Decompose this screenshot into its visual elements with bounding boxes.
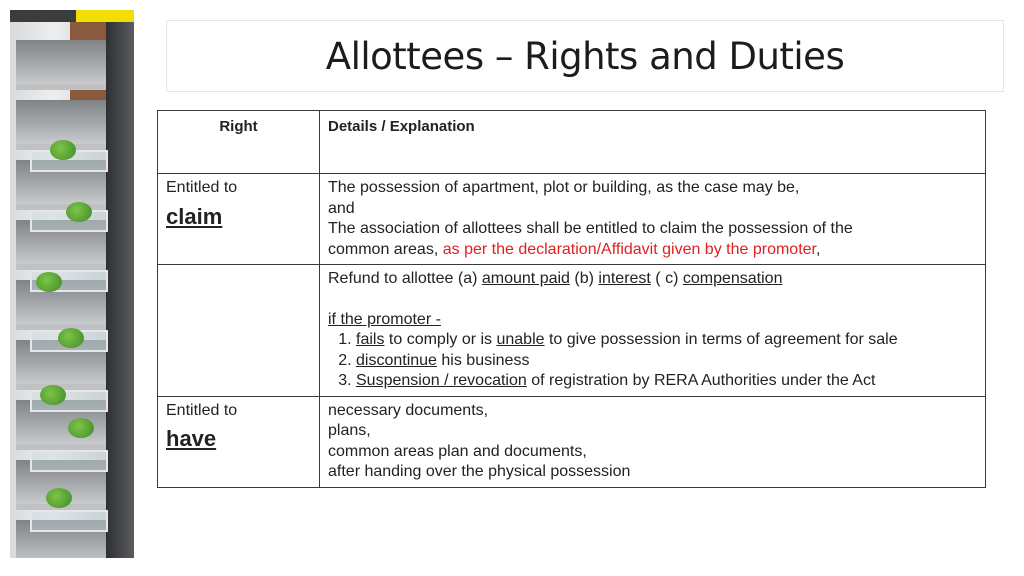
- details-line: plans,: [328, 422, 371, 439]
- item-text: to give possession in terms of agreement for sale: [544, 331, 898, 348]
- table-row: [158, 396, 986, 487]
- plant: [68, 418, 94, 438]
- details-cell: [320, 174, 986, 265]
- accent-bar: [76, 10, 134, 22]
- details-cell: [320, 265, 986, 397]
- item-text: of registration by RERA Authorities under the Act: [526, 372, 876, 389]
- details-line: common areas plan and documents,: [328, 442, 587, 460]
- right-cell: [158, 265, 320, 397]
- table-header-row: [158, 111, 986, 174]
- balcony-railing: [30, 510, 108, 532]
- details-line: necessary documents,: [328, 401, 489, 419]
- plant: [46, 488, 72, 508]
- condition-list: [328, 330, 977, 392]
- details-line: after handing over the physical possession: [328, 463, 631, 480]
- details-text: ,: [815, 240, 821, 258]
- details-text: common areas,: [328, 240, 443, 258]
- right-prefix: Entitled to: [166, 179, 238, 196]
- item-key: fails: [356, 331, 385, 348]
- building-column: [106, 22, 134, 558]
- right-cell: [158, 174, 320, 265]
- details-line: The possession of apartment, plot or building, as the case may be,: [328, 179, 800, 196]
- table-row: [158, 265, 986, 397]
- details-cell: [320, 396, 986, 487]
- building-floor: [16, 40, 106, 90]
- plant: [36, 272, 62, 292]
- header-right: Right: [158, 111, 320, 174]
- right-keyword-have: have: [166, 426, 217, 451]
- label-b: (b): [569, 270, 599, 287]
- item-text: to comply or is: [384, 331, 497, 348]
- page-title: Allottees – Rights and Duties: [325, 34, 845, 78]
- right-keyword-claim: claim: [166, 203, 223, 229]
- list-item: [356, 330, 977, 351]
- list-item: [356, 351, 977, 372]
- building-illustration: [10, 10, 134, 558]
- plant: [66, 202, 92, 222]
- spacer: [328, 290, 977, 310]
- item-key: Suspension / revocation: [356, 372, 527, 389]
- item-key: discontinue: [356, 351, 437, 369]
- details-line: [328, 240, 977, 261]
- item-key: unable: [496, 331, 545, 348]
- list-item: [356, 371, 977, 392]
- amount-paid: amount paid: [481, 270, 570, 287]
- header-details: Details / Explanation: [320, 111, 986, 174]
- item-text: his business: [436, 351, 530, 369]
- details-line: The association of allottees shall be entitled to claim the possession of the: [328, 220, 853, 237]
- interest: interest: [598, 270, 651, 287]
- highlight-text: as per the declaration/Affidavit given by the promoter: [442, 240, 816, 258]
- plant: [58, 328, 84, 348]
- right-cell: [158, 396, 320, 487]
- balcony-railing: [30, 450, 108, 472]
- table-row: [158, 174, 986, 265]
- details-line: and: [328, 199, 355, 217]
- plant: [40, 385, 66, 405]
- rights-table: [157, 110, 986, 488]
- title-box: [166, 20, 1004, 92]
- label-c: ( c): [650, 270, 683, 287]
- plant: [50, 140, 76, 160]
- compensation: compensation: [682, 270, 783, 287]
- building-roof: [10, 10, 76, 22]
- condition-line: if the promoter -: [328, 310, 441, 328]
- refund-prefix: Refund to allottee (a): [328, 270, 482, 287]
- refund-line: [328, 269, 977, 290]
- right-prefix: Entitled to: [166, 401, 238, 419]
